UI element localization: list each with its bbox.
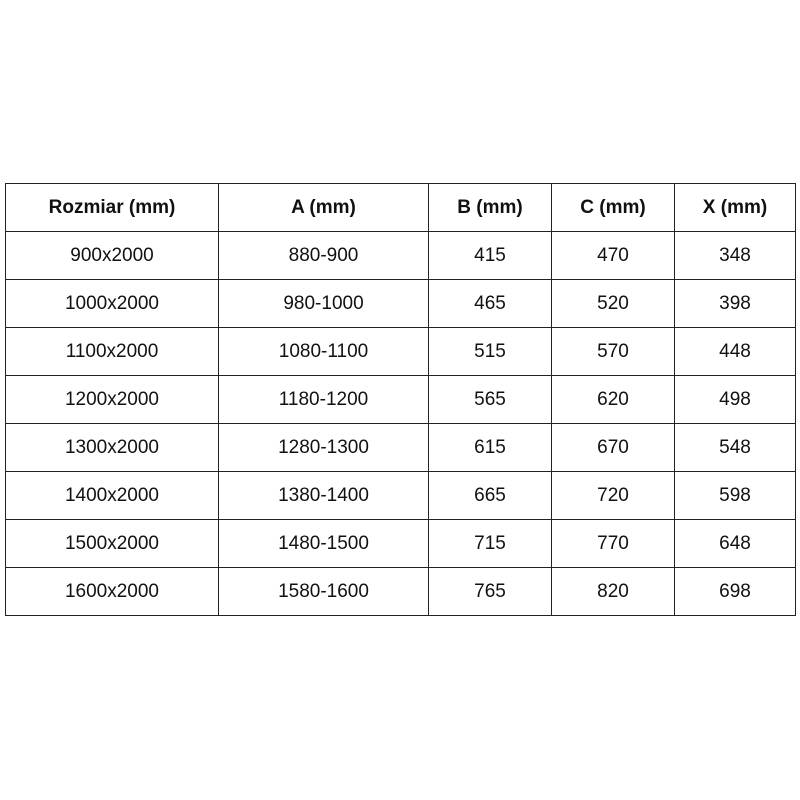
cell-x: 648 [675,520,796,568]
cell-c: 820 [552,568,675,616]
cell-a: 1380-1400 [219,472,429,520]
cell-size: 1400x2000 [6,472,219,520]
cell-x: 348 [675,232,796,280]
cell-a: 1280-1300 [219,424,429,472]
size-table [5,183,796,616]
table-row [6,424,796,472]
cell-size: 1600x2000 [6,568,219,616]
cell-a: 1180-1200 [219,376,429,424]
cell-b: 565 [429,376,552,424]
cell-a: 1480-1500 [219,520,429,568]
cell-b: 465 [429,280,552,328]
table-row [6,472,796,520]
cell-size: 1500x2000 [6,520,219,568]
cell-x: 398 [675,280,796,328]
cell-b: 715 [429,520,552,568]
cell-c: 570 [552,328,675,376]
cell-c: 770 [552,520,675,568]
table-row [6,280,796,328]
cell-c: 720 [552,472,675,520]
header-b: B (mm) [429,184,552,232]
cell-x: 698 [675,568,796,616]
header-c: C (mm) [552,184,675,232]
cell-a: 880-900 [219,232,429,280]
cell-a: 1080-1100 [219,328,429,376]
cell-x: 548 [675,424,796,472]
cell-b: 615 [429,424,552,472]
cell-a: 1580-1600 [219,568,429,616]
cell-c: 670 [552,424,675,472]
cell-b: 665 [429,472,552,520]
table-row [6,568,796,616]
header-size: Rozmiar (mm) [6,184,219,232]
header-x: X (mm) [675,184,796,232]
cell-size: 1100x2000 [6,328,219,376]
table-header-row [6,184,796,232]
cell-c: 620 [552,376,675,424]
table-row [6,232,796,280]
cell-c: 520 [552,280,675,328]
cell-x: 448 [675,328,796,376]
header-a: A (mm) [219,184,429,232]
cell-b: 415 [429,232,552,280]
cell-c: 470 [552,232,675,280]
cell-b: 765 [429,568,552,616]
cell-b: 515 [429,328,552,376]
size-table-container [5,183,795,616]
cell-size: 1000x2000 [6,280,219,328]
cell-x: 498 [675,376,796,424]
cell-x: 598 [675,472,796,520]
table-row [6,376,796,424]
cell-size: 1200x2000 [6,376,219,424]
table-row [6,520,796,568]
cell-a: 980-1000 [219,280,429,328]
cell-size: 1300x2000 [6,424,219,472]
cell-size: 900x2000 [6,232,219,280]
table-row [6,328,796,376]
